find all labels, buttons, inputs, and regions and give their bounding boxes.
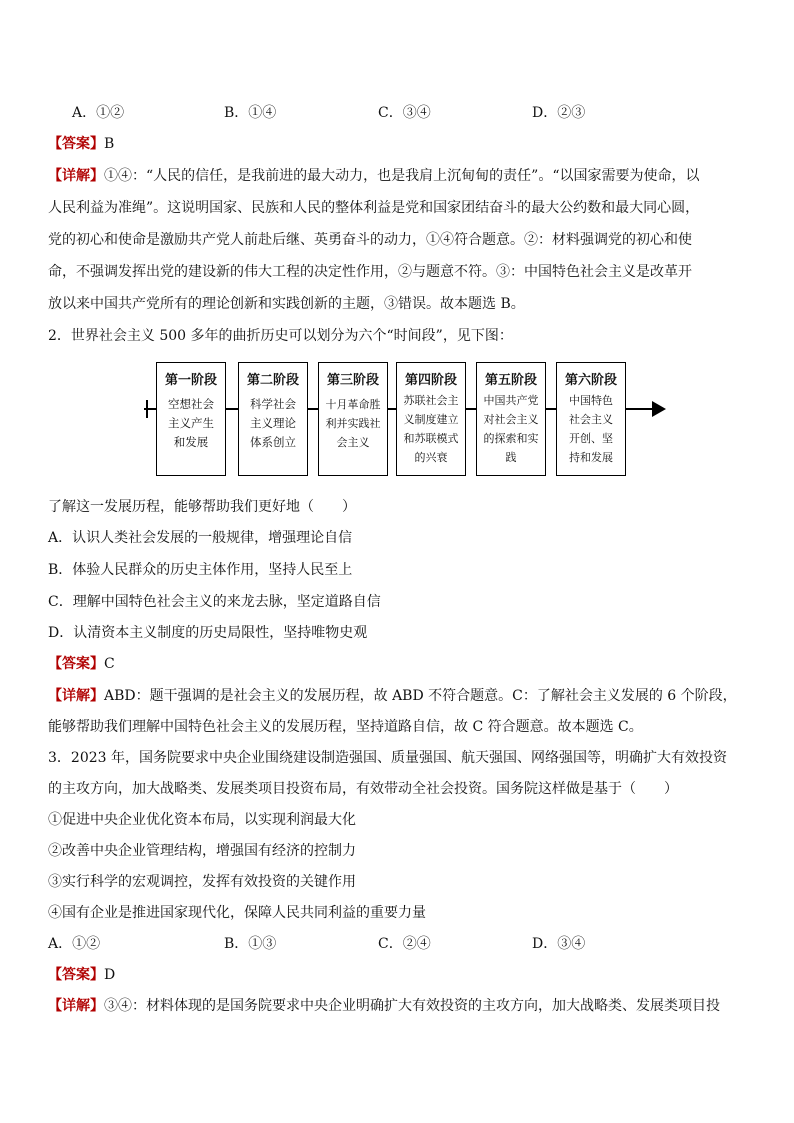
q3-answer xyxy=(48,965,748,985)
stage-title: 第五阶段 xyxy=(484,373,537,388)
q1-option-b: B．①④ xyxy=(224,105,277,121)
stage-line: 空想社会 xyxy=(168,397,214,411)
detail-tag: 【详解】 xyxy=(48,998,104,1014)
stage-line: 和苏联模式 xyxy=(403,432,459,445)
q3-option-c: C．②④ xyxy=(378,936,431,952)
q2-option-c: C．理解中国特色社会主义的来龙去脉，坚定道路自信 xyxy=(48,594,381,610)
q3-statement-4: ④国有企业是推进国家现代化，保障人民共同利益的重要力量 xyxy=(48,905,426,921)
stage-box-1 xyxy=(156,362,226,476)
q1-detail-line-3: 党的初心和使命是激励共产党人前赴后继、英勇奋斗的动力，①④符合题意。②：材料强调党的初心和使 xyxy=(48,232,692,248)
stage-line: 会主义 xyxy=(336,436,370,449)
q3-stem-line-2: 的主攻方向，加大战略类、发展类项目投资布局，有效带动全社会投资。国务院这样做是基于（ ） xyxy=(48,781,678,797)
detail-text: ①④：“人民的信任，是我前进的最大动力，也是我肩上沉甸甸的责任”。“以国家需要为使命，以 xyxy=(104,168,700,184)
detail-tag: 【详解】 xyxy=(48,688,104,704)
q3-stem-line-1: 3．2023 年，国务院要求中央企业围绕建设制造强国、质量强国、航天强国、网络强国等，明确扩大有效投资 xyxy=(48,750,727,766)
stage-box-2 xyxy=(238,362,308,476)
stage-line: 主义理论 xyxy=(250,416,296,430)
q3-detail-line-1 xyxy=(48,996,748,1016)
stage-line: 中国特色 xyxy=(569,394,613,407)
q3-option-b: B．①③ xyxy=(224,936,277,952)
stage-line: 苏联社会主 xyxy=(403,394,459,407)
stage-line: 中国共产党 xyxy=(483,394,539,407)
stage-line: 主义产生 xyxy=(168,416,214,430)
answer-tag: 【答案】 xyxy=(48,656,104,672)
stage-line: 利并实践社 xyxy=(325,417,381,430)
q3-statement-1: ①促进中央企业优化资本布局，以实现利润最大化 xyxy=(48,812,356,828)
q1-option-d: D．②③ xyxy=(532,105,586,121)
stage-box-4 xyxy=(396,362,466,476)
stage-box-6 xyxy=(556,362,626,476)
stage-box-5 xyxy=(476,362,546,476)
stage-line: 对社会主义 xyxy=(483,413,539,426)
stage-body xyxy=(561,391,621,467)
q2-question: 了解这一发展历程，能够帮助我们更好地（ ） xyxy=(48,499,356,515)
q1-detail-line-5: 放以来中国共产党所有的理论创新和实践创新的主题，③错误。故本题选 B。 xyxy=(48,296,525,312)
q3-statement-3: ③实行科学的宏观调控，发挥有效投资的关键作用 xyxy=(48,874,356,890)
stage-line: 社会主义 xyxy=(569,413,613,426)
stage-line: 的探索和实 xyxy=(483,432,539,445)
q3-option-a: A．①② xyxy=(48,936,101,952)
timeline-arrow-icon xyxy=(652,401,666,417)
q1-detail-line-4: 命，不强调发挥出党的建设新的伟大工程的决定性作用，②与题意不符。③：中国特色社会主义是改革开 xyxy=(48,264,692,280)
q1-option-c: C．③④ xyxy=(378,105,431,121)
answer-value: D xyxy=(104,967,116,983)
q3-statement-2: ②改善中央企业管理结构，增强国有经济的控制力 xyxy=(48,843,356,859)
stage-line: 十月革命胜 xyxy=(325,398,381,411)
q2-detail-line-2: 能够帮助我们理解中国特色社会主义的发展历程，坚持道路自信，故 C 符合题意。故本题选 C。 xyxy=(48,719,643,735)
answer-tag: 【答案】 xyxy=(48,967,104,983)
stage-body xyxy=(401,391,461,467)
q2-option-b: B．体验人民群众的历史主体作用，坚持人民至上 xyxy=(48,562,353,578)
stage-line: 持和发展 xyxy=(569,451,613,464)
detail-text: ABD：题干强调的是社会主义的发展历程，故 ABD 不符合题意。C：了解社会主义发展的 6 个阶段， xyxy=(104,688,737,704)
stage-title: 第四阶段 xyxy=(404,373,457,388)
stage-line: 体系创立 xyxy=(250,435,296,449)
q2-detail-line-1 xyxy=(48,686,748,706)
stage-title: 第六阶段 xyxy=(564,373,617,388)
stage-title: 第三阶段 xyxy=(326,373,379,388)
stage-line: 的兴衰 xyxy=(414,451,448,464)
q1-answer xyxy=(48,134,748,154)
answer-value: B xyxy=(104,136,115,152)
stage-body xyxy=(323,395,383,452)
q1-detail-line-2: 人民利益为准绳”。这说明国家、民族和人民的整体利益是党和国家团结奋斗的最大公约数和最大同心圆， xyxy=(48,200,700,216)
timeline-start-tick xyxy=(146,400,148,418)
q2-stem: 2．世界社会主义 500 多年的曲折历史可以划分为六个“时间段”，见下图： xyxy=(48,328,513,344)
stage-line: 和发展 xyxy=(173,435,209,449)
stage-body xyxy=(161,395,221,452)
q3-option-d: D．③④ xyxy=(532,936,586,952)
stage-line: 践 xyxy=(505,451,517,464)
q2-option-d: D．认清资本主义制度的历史局限性，坚持唯物史观 xyxy=(48,625,368,641)
q2-answer xyxy=(48,654,748,674)
stage-title: 第二阶段 xyxy=(246,373,299,388)
stage-title: 第一阶段 xyxy=(164,373,217,388)
stages-diagram xyxy=(144,362,664,480)
answer-value: C xyxy=(104,656,115,672)
q1-detail-line-1 xyxy=(48,166,748,186)
stage-box-3 xyxy=(318,362,388,476)
answer-tag: 【答案】 xyxy=(48,136,104,152)
stage-line: 开创、坚 xyxy=(569,432,613,445)
stage-line: 科学社会 xyxy=(250,397,296,411)
detail-tag: 【详解】 xyxy=(48,168,104,184)
detail-text: ③④：材料体现的是国务院要求中央企业明确扩大有效投资的主攻方向，加大战略类、发展类项目投 xyxy=(104,998,720,1014)
q1-option-a: A．①② xyxy=(72,105,125,121)
stage-line: 义制度建立 xyxy=(403,413,459,426)
q2-option-a: A．认识人类社会发展的一般规律，增强理论自信 xyxy=(48,530,353,546)
stage-body xyxy=(243,395,303,452)
stage-body xyxy=(481,391,541,467)
